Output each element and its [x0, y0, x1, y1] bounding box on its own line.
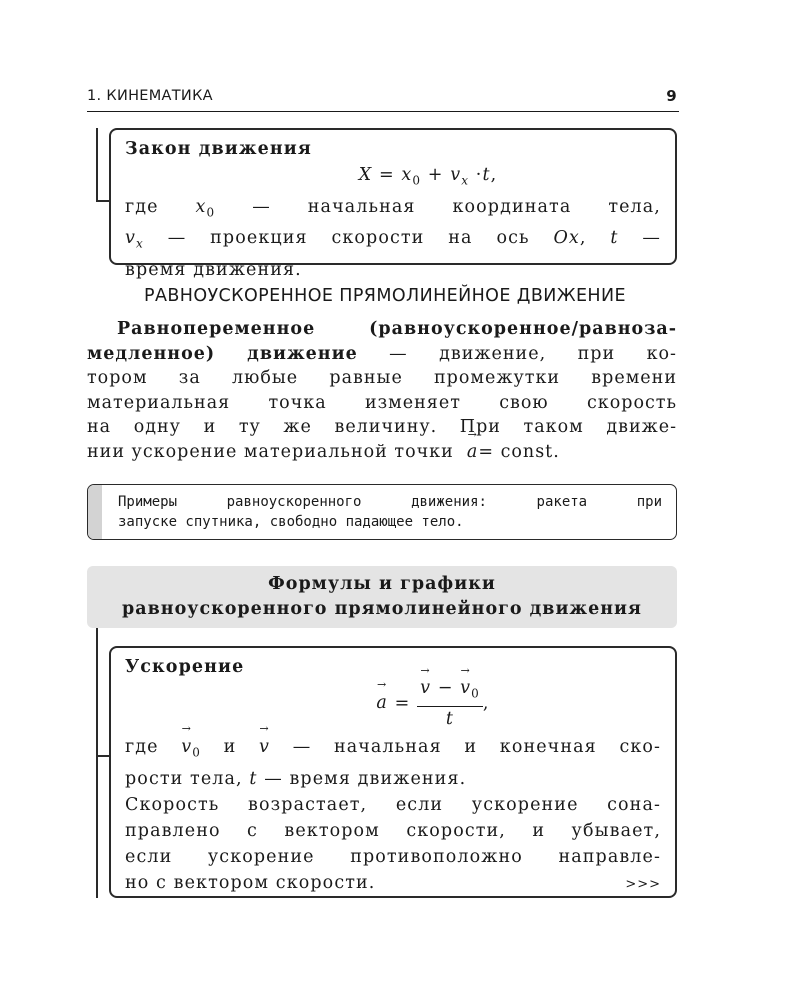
definition-paragraph [87, 317, 677, 465]
accel-line-1: где → $v_0$ и → v — начальная и конечная ско- [125, 734, 661, 766]
def-line-4: материальная точка изменяет свою скорость [87, 392, 677, 413]
continue-marker: >>> [625, 876, 661, 892]
example-line-2: запуске спутника, свободно падающее тело. [118, 514, 464, 530]
def-line-2: медленное) движение — движение, при ко- [87, 343, 677, 364]
law-box-title: Закон движения [125, 139, 312, 159]
law-line-3: время движения. [125, 259, 302, 280]
law-line-1: где $x_0$ — начальная координата тела, [125, 196, 661, 219]
law-box-bracket [96, 128, 98, 202]
def-line-3: тором за любые равные промежутки времени [87, 368, 677, 389]
law-formula: $X = x_0 + v_x \cdot t$, [358, 165, 498, 188]
def-line-6: нии ускорение материальной точки → a= const. [87, 440, 677, 465]
accel-formula: → a = → $\frac{v - \to v_0}{t}$ , [205, 676, 661, 734]
accel-bracket [96, 628, 98, 898]
accel-box-title: Ускорение [125, 657, 245, 677]
accel-line-3: Скорость возрастает, если ускорение сона- [125, 794, 661, 815]
accel-line-4: правлено с вектором скорости, и убывает, [125, 820, 661, 841]
accel-line-5: если ускорение противоположно направле- [125, 846, 661, 867]
page-number: 9 [666, 87, 677, 105]
formulas-header-line-1: Формулы и графики [268, 574, 496, 594]
example-line-1: Примеры равноускоренного движения: ракета при [118, 494, 662, 510]
accel-bracket-tick [96, 755, 110, 757]
def-line-1: Равнопеременное (равноускоренное/равноза- [117, 319, 677, 339]
def-line-5: на одну и ту же величину. При таком движе- [87, 417, 677, 438]
accel-fraction: → $\frac{v - \to v_0}{t}$ [417, 676, 483, 731]
running-header [87, 85, 679, 112]
formulas-header-line-2: равноускоренного прямолинейного движения [122, 599, 642, 619]
example-box [87, 484, 677, 540]
acceleration-box [109, 646, 677, 898]
accel-line-2: рости тела, t — время движения. [125, 768, 467, 789]
law-line-2: $v_x$ — проекция скорости на ось Ox, t — [125, 228, 661, 251]
law-box-bracket-tick [96, 200, 110, 202]
formulas-header [87, 566, 677, 628]
chapter-title: 1. КИНЕМАТИКА [87, 88, 213, 104]
accel-line-6: но с вектором скорости. >>> [125, 870, 661, 896]
law-of-motion-box [109, 128, 677, 280]
example-stripe [88, 485, 102, 539]
section-heading: РАВНОУСКОРЕННОЕ ПРЯМОЛИНЕЙНОЕ ДВИЖЕНИЕ [144, 286, 626, 306]
